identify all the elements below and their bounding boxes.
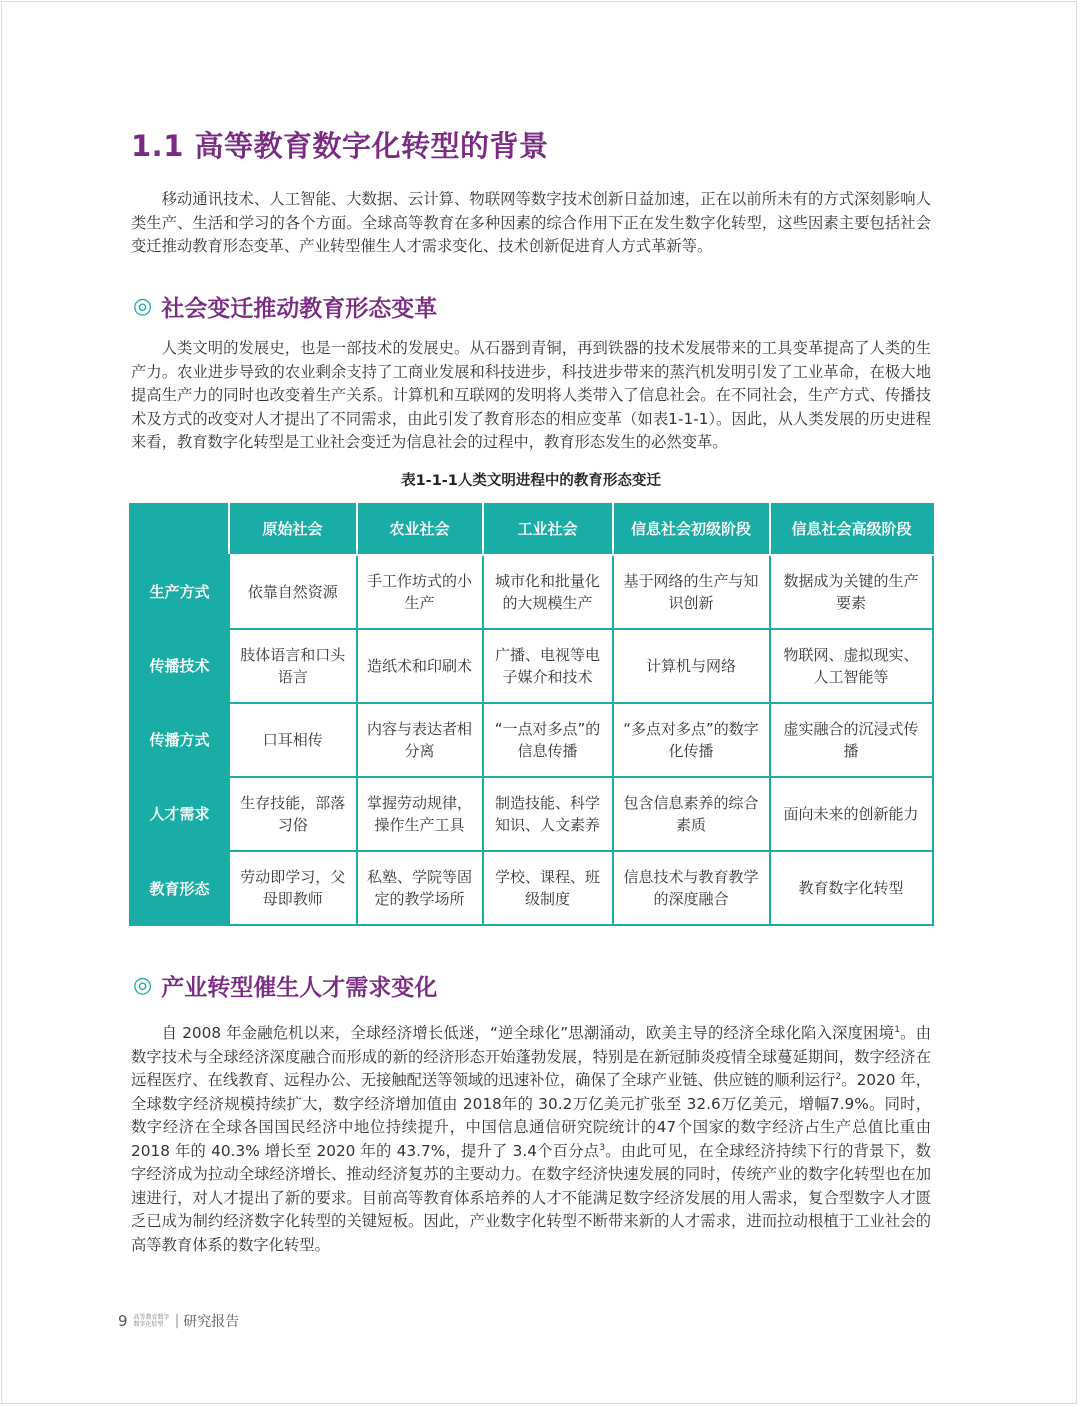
section1-heading — [133, 290, 437, 323]
column-header: 工业社会 — [483, 503, 613, 555]
table-cell: 教育数字化转型 — [770, 851, 933, 925]
table-cell: 包含信息素养的综合素质 — [613, 777, 770, 851]
table-row — [131, 555, 933, 629]
table-row — [131, 703, 933, 777]
row-header: 传播方式 — [131, 703, 229, 777]
table-cell: 私塾、学院等固定的教学场所 — [357, 851, 483, 925]
table-cell: 城市化和批量化的大规模生产 — [483, 555, 613, 629]
table-cell: 依靠自然资源 — [229, 555, 357, 629]
footnote-ref: 2 — [835, 1071, 842, 1082]
row-header: 人才需求 — [131, 777, 229, 851]
table-header-row — [131, 503, 933, 555]
footnote-ref: 3 — [599, 1142, 606, 1153]
table-cell: 广播、电视等电子媒介和技术 — [483, 629, 613, 703]
footer-mini-line: 高等教育数字 — [133, 1314, 170, 1321]
page-title: 1.1 高等教育数字化转型的背景 — [131, 129, 549, 163]
column-header: 原始社会 — [229, 503, 357, 555]
table-caption: 表1-1-1人类文明进程中的教育形态变迁 — [401, 473, 661, 489]
table-cell: 造纸术和印刷术 — [357, 629, 483, 703]
section2-text-part: 自 2008 年金融危机以来，全球经济增长低迷，“逆全球化”思潮涌动，欧美主导的经济全球化陷入深度困境 — [161, 1024, 895, 1042]
education-forms-table — [129, 503, 934, 926]
table-row — [131, 851, 933, 925]
footnote-ref: 1 — [894, 1024, 900, 1035]
page-number: 9 — [118, 1312, 128, 1330]
table-cell: 劳动即学习，父母即教师 — [229, 851, 357, 925]
table-cell: 口耳相传 — [229, 703, 357, 777]
table-cell: 手工作坊式的小生产 — [357, 555, 483, 629]
table-cell: 生存技能，部落习俗 — [229, 777, 357, 851]
section1-paragraph — [131, 337, 931, 455]
section2-text-part: 。2020 年，全球数字经济规模持续扩大，数字经济增加值由 2018年的 30.2万亿美元扩张至 32.6万亿美元，增幅7.9%。同时，数字经济在全球各国国民经济中地位持续提升，中国信息通信研究院统计的47个国家的数字经济占生产总值比重由 2018 年的 40.3% 增长至 2020 年的 43.7%，提升了 3.4个百分点 — [131, 1071, 931, 1160]
table-cell: 学校、课程、班级制度 — [483, 851, 613, 925]
section1-text: 人类文明的发展史，也是一部技术的发展史。从石器到青铜，再到铁器的技术发展带来的工具变革提高了人类的生产力。农业进步导致的农业剩余支持了工商业发展和科技进步，科技进步带来的蒸汽机发明引发了工业革命，在极大地提高生产力的同时也改变着生产关系。计算机和互联网的发明将人类带入了信息社会。在不同社会，生产方式、传播技术及方式的改变对人才提出了不同需求，由此引发了教育形态的相应变革（如表1-1-1）。因此，从人类发展的历史进程来看，教育数字化转型是工业社会变迁为信息社会的过程中，教育形态发生的必然变革。 — [131, 339, 931, 451]
table-cell: 虚实融合的沉浸式传播 — [770, 703, 933, 777]
page-footer — [118, 1311, 239, 1331]
table-cell: 基于网络的生产与知识创新 — [613, 555, 770, 629]
table-cell: 面向未来的创新能力 — [770, 777, 933, 851]
table-cell: 物联网、虚拟现实、人工智能等 — [770, 629, 933, 703]
footer-separator: | — [174, 1313, 180, 1329]
table-cell: 信息技术与教育教学的深度融合 — [613, 851, 770, 925]
table-cell: 计算机与网络 — [613, 629, 770, 703]
table-cell: 肢体语言和口头语言 — [229, 629, 357, 703]
row-header: 教育形态 — [131, 851, 229, 925]
footer-mini-line: 数字化转型 — [133, 1321, 164, 1328]
double-circle-icon: ◎ — [133, 973, 153, 998]
intro-text: 移动通讯技术、人工智能、大数据、云计算、物联网等数字技术创新日益加速，正在以前所未有的方式深刻影响人类生产、生活和学习的各个方面。全球高等教育在多种因素的综合作用下正在发生数字化转型，这些因素主要包括社会变迁推动教育形态变革、产业转型催生人才需求变化、技术创新促进育人方式革新等。 — [131, 190, 931, 255]
double-circle-icon: ◎ — [133, 294, 153, 319]
column-header: 农业社会 — [357, 503, 483, 555]
section2-heading — [133, 969, 437, 1002]
table-cell: 掌握劳动规律，操作生产工具 — [357, 777, 483, 851]
footer-report-label: 研究报告 — [183, 1314, 240, 1330]
section1-title: 社会变迁推动教育形态变革 — [161, 296, 438, 322]
column-header: 信息社会高级阶段 — [770, 503, 933, 555]
table-cell: “多点对多点”的数字化传播 — [613, 703, 770, 777]
section2-title: 产业转型催生人才需求变化 — [161, 975, 438, 1001]
table-row — [131, 629, 933, 703]
row-header: 生产方式 — [131, 555, 229, 629]
section2-text — [131, 1022, 931, 1257]
section2-paragraph — [131, 1022, 931, 1257]
section2-text-part: 。由数字技术与全球经济深度融合而形成的新的经济形态开始蓬勃发展，特别是在新冠肺炎疫情全球蔓延期间，数字经济在远程医疗、在线教育、远程办公、无接触配送等领域的迅速补位，确保了全球产业链、供应链的顺利运行 — [131, 1024, 931, 1089]
footer-mini-title — [134, 1314, 170, 1328]
row-header: 传播技术 — [131, 629, 229, 703]
table-cell: 内容与表达者相分离 — [357, 703, 483, 777]
table-cell: 数据成为关键的生产要素 — [770, 555, 933, 629]
table-corner — [131, 503, 229, 555]
section2-text-part: 。由此可见，在全球经济持续下行的背景下，数字经济成为拉动全球经济增长、推动经济复苏的主要动力。在数字经济快速发展的同时，传统产业的数字化转型也在加速进行，对人才提出了新的要求。目前高等教育体系培养的人才不能满足数字经济发展的用人需求，复合型数字人才匮乏已成为制约经济数字化转型的关键短板。因此，产业数字化转型不断带来新的人才需求，进而拉动根植于工业社会的高等教育体系的数字化转型。 — [131, 1141, 931, 1254]
table-cell: “一点对多点”的信息传播 — [483, 703, 613, 777]
column-header: 信息社会初级阶段 — [613, 503, 770, 555]
table-cell: 制造技能、科学知识、人文素养 — [483, 777, 613, 851]
table-row — [131, 777, 933, 851]
intro-paragraph — [131, 188, 931, 259]
